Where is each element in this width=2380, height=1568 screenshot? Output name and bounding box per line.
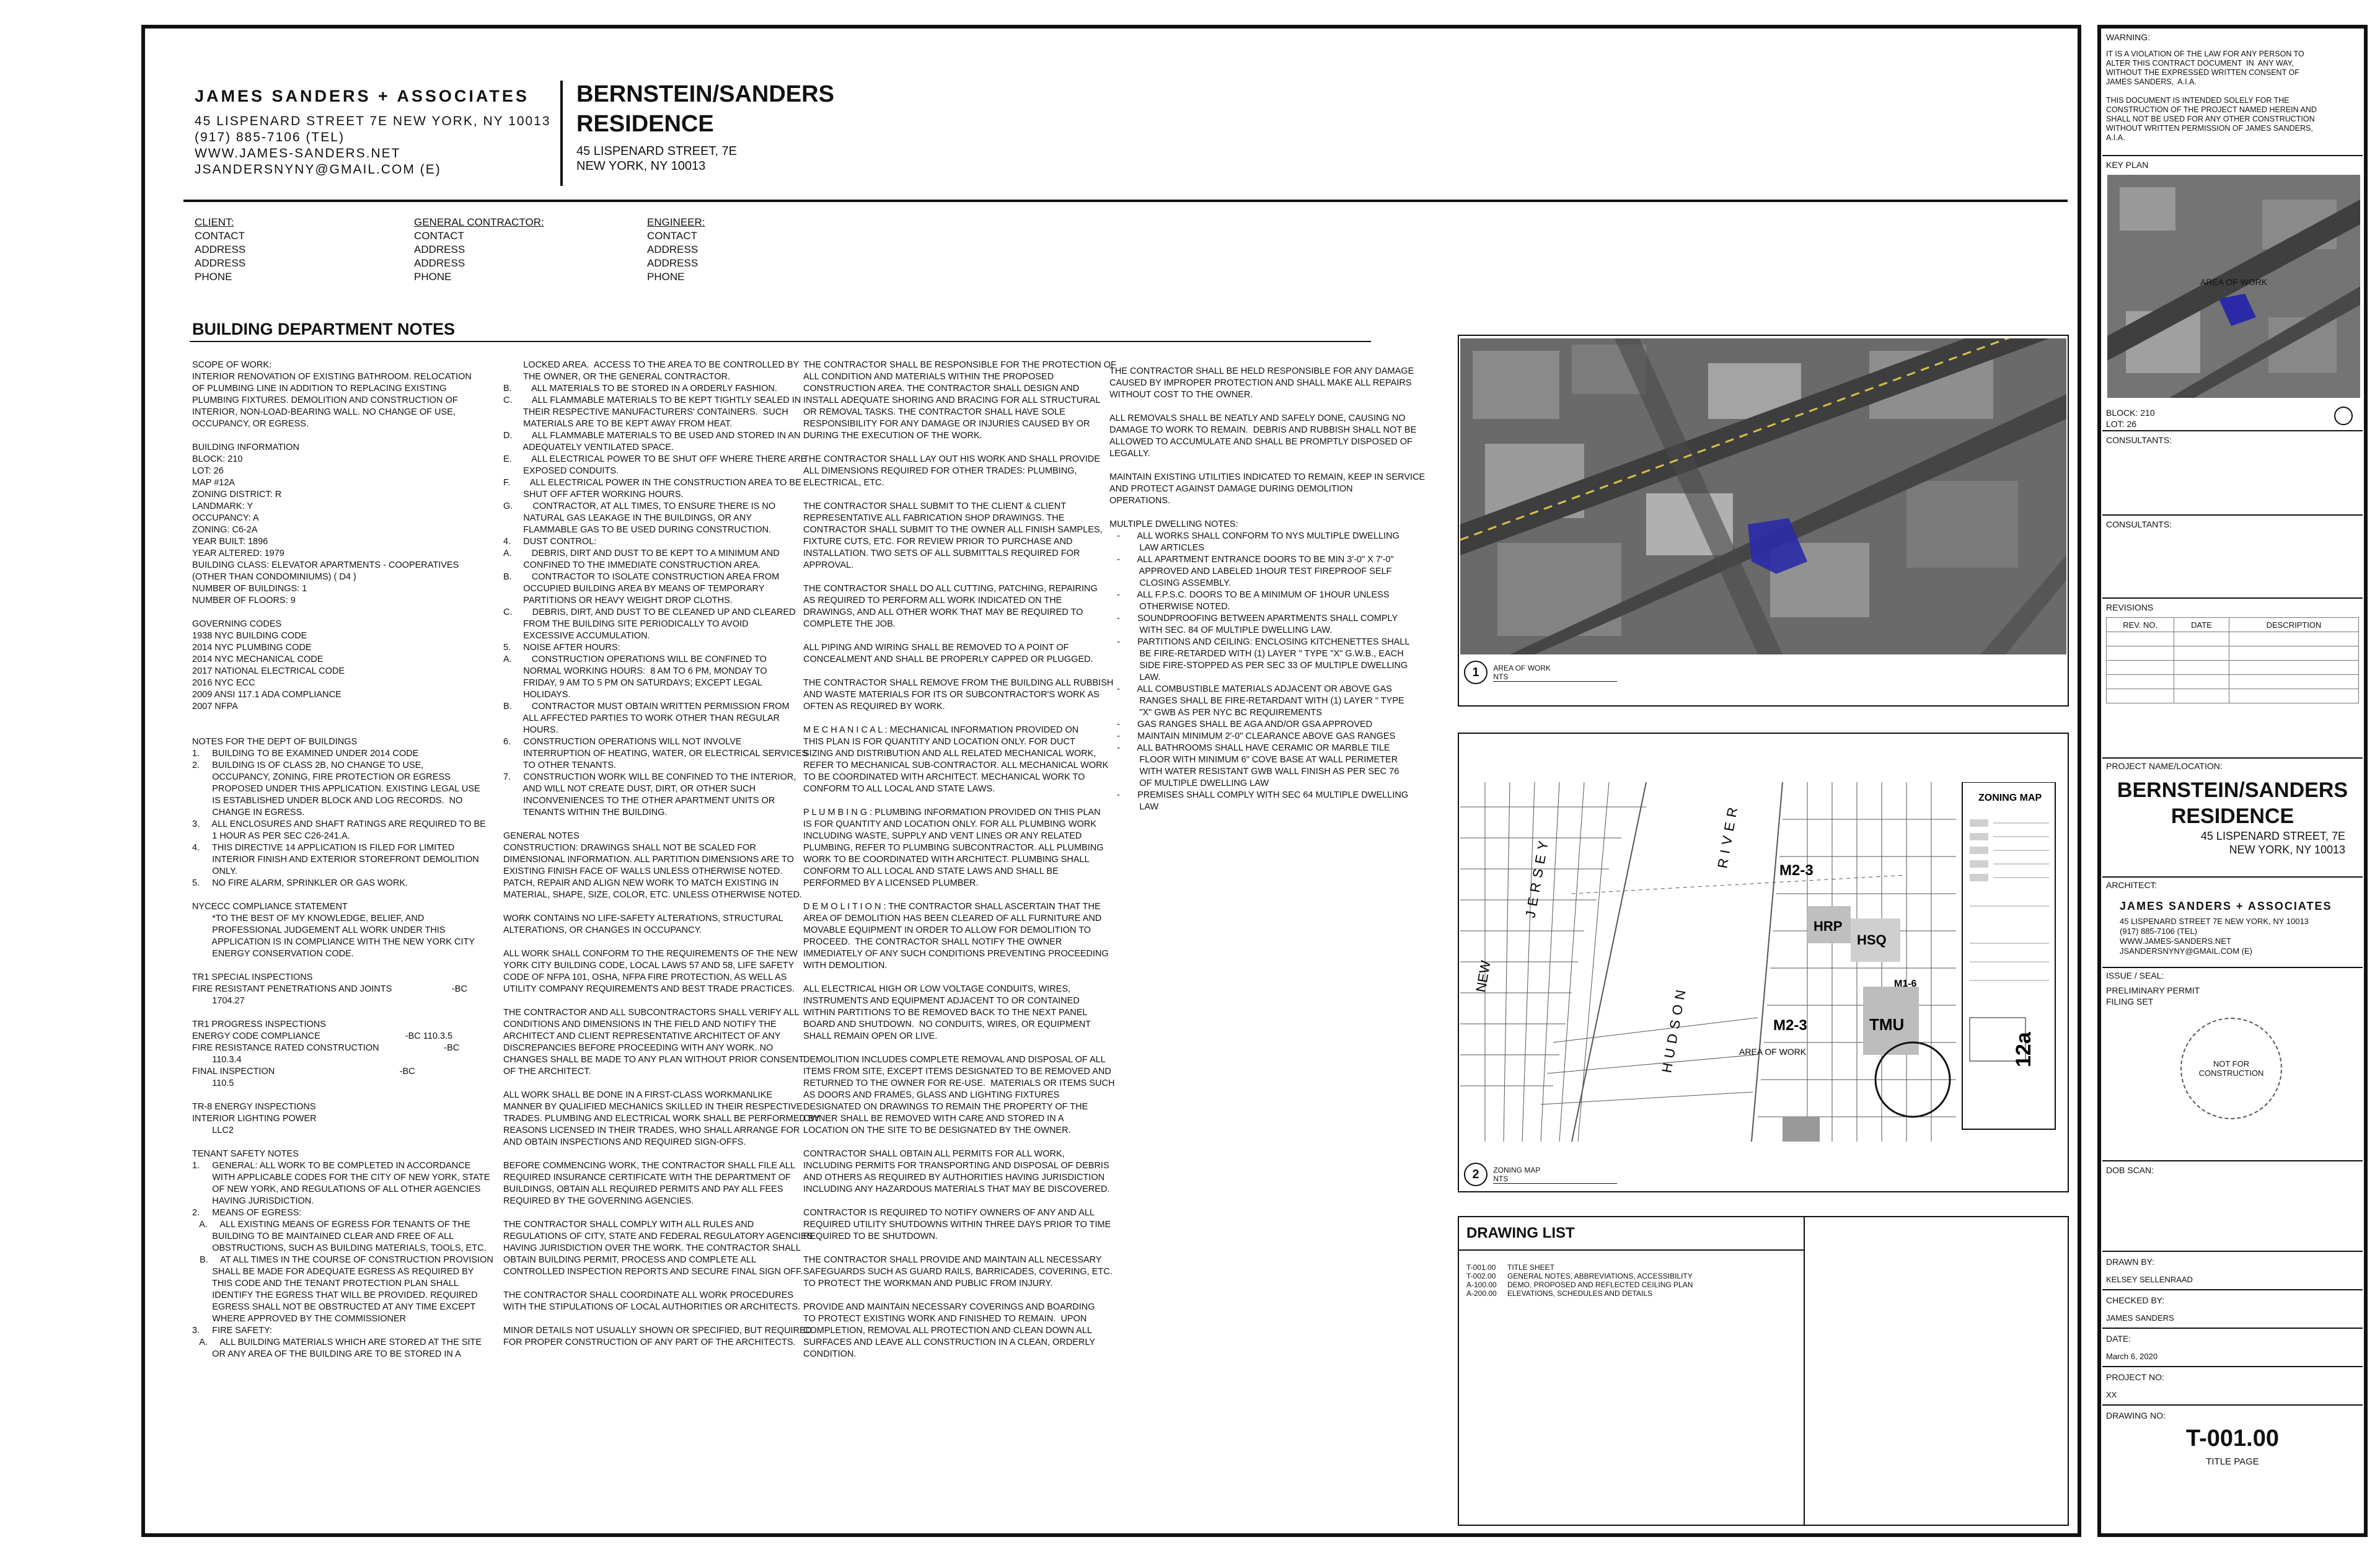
notes-title-rule [190,341,1371,342]
firm-web: WWW.JAMES-SANDERS.NET [195,146,401,161]
issue-line2: FILING SET [2106,997,2154,1006]
contractor-address1: ADDRESS [414,244,465,255]
zoning-map-graphic [1460,782,2066,1142]
header-rule [183,200,2068,202]
zoning-map-number: 12a [2012,1032,2035,1067]
drawing-title: TITLE PAGE [2206,1456,2259,1467]
architect-label: ARCHITECT: [2106,880,2157,890]
rev-date-header: DATE [2174,618,2229,632]
drawing-list-items [1466,1263,1693,1298]
contractor-address2: ADDRESS [414,257,465,269]
tb-rule-consultants [2102,514,2363,516]
zoning-label-m2-3-south: M2-3 [1773,1017,1807,1034]
zoning-label-hsq: HSQ [1857,932,1887,948]
date-value: March 6, 2020 [2106,1352,2158,1361]
client-contact: CONTACT [195,230,245,242]
drawing-list-frame [1458,1216,2069,1526]
zoning-label-tmu: TMU [1869,1015,1905,1034]
issue-line1: PRELIMINARY PERMIT [2106,985,2200,995]
tb-rule-dob [2102,1160,2363,1161]
revisions-label: REVISIONS [2106,602,2154,612]
date-label: DATE: [2106,1334,2131,1344]
tb-firm-address: 45 LISPENARD STREET 7E NEW YORK, NY 10013 [2120,917,2309,926]
drawn-by-label: DRAWN BY: [2106,1257,2155,1267]
drawn-by: KELSEY SELLENRAAD [2106,1275,2193,1284]
project-address-line2: NEW YORK, NY 10013 [576,159,706,173]
tb-rule-project [2102,757,2363,759]
north-arrow-icon [2334,407,2353,425]
header-divider [560,81,563,186]
project-no: XX [2106,1390,2117,1399]
dob-scan-label: DOB SCAN: [2106,1165,2154,1175]
zoning-label-hrp: HRP [1814,918,1843,934]
project-no-label: PROJECT NO: [2106,1372,2164,1382]
engineer-heading: ENGINEER: [647,216,705,228]
drawing-list-row: A-100.00 DEMO, PROPOSED AND REFLECTED CEILING PLAN [1466,1280,1693,1289]
map2-caption [1464,1163,1617,1186]
seal-line2: CONSTRUCTION [2198,1068,2264,1078]
zoning-label-river: RIVER [1714,801,1742,870]
client-block [195,216,245,284]
map1-number: 1 [1464,661,1488,684]
revisions-table [2106,617,2359,703]
tb-rule-architect [2102,876,2363,878]
firm-email: JSANDERSNYNY@GMAIL.COM (E) [195,162,441,177]
project-name-label: PROJECT NAME/LOCATION: [2106,761,2223,771]
engineer-contact: CONTACT [647,230,697,242]
tb-project-addr2: NEW YORK, NY 10013 [2229,843,2345,856]
contractor-block [414,216,544,284]
tb-rule-projno [2102,1366,2363,1367]
drawing-list-row: T-001.00 TITLE SHEET [1466,1263,1555,1272]
consultants-label-1: CONSULTANTS: [2106,435,2172,445]
tb-project-title-line2: RESIDENCE [2171,804,2294,828]
block-number: BLOCK: 210 [2106,408,2155,418]
engineer-address1: ADDRESS [647,244,699,255]
tb-rule-revisions [2102,597,2363,599]
tb-firm-phone: (917) 885-7106 (TEL) [2120,927,2198,936]
contractor-phone: PHONE [414,271,452,283]
project-address-line1: 45 LISPENARD STREET, 7E [576,144,737,158]
map1-scale: NTS [1493,672,1509,681]
drawing-list-title: DRAWING LIST [1466,1225,1575,1241]
tb-rule-drawn [2102,1251,2363,1252]
checked-by-label: CHECKED BY: [2106,1295,2165,1305]
contractor-heading: GENERAL CONTRACTOR: [414,216,544,228]
zoning-map [1460,782,2066,1142]
map2-title: ZONING MAP [1493,1165,1541,1174]
firm-phone: (917) 885-7106 (TEL) [195,130,345,144]
key-plan-area-label: AREA OF WORK [2200,277,2268,287]
seal-line1: NOT FOR [2213,1059,2250,1068]
tb-firm-web: WWW.JAMES-SANDERS.NET [2120,936,2231,946]
map2-number: 2 [1464,1163,1488,1186]
zoning-label-new: NEW [1473,959,1494,993]
drawing-list-rule [1458,1249,1805,1251]
aerial-map-graphic [1460,338,2066,654]
project-title-line2: RESIDENCE [576,111,714,137]
issue-seal-label: ISSUE / SEAL: [2106,971,2164,980]
key-plan-label: KEY PLAN [2106,160,2149,170]
lot-number: LOT: 26 [2106,419,2137,429]
client-address1: ADDRESS [195,244,246,255]
engineer-address2: ADDRESS [647,257,699,269]
engineer-phone: PHONE [647,271,685,283]
map2-scale: NTS [1493,1174,1509,1183]
checked-by: JAMES SANDERS [2106,1313,2174,1323]
engineer-block [647,216,705,284]
drawing-no-label: DRAWING NO: [2106,1411,2166,1420]
key-plan-map [2107,175,2360,398]
zoning-label-hudson: HUDSON [1659,984,1690,1074]
warning-text: IT IS A VIOLATION OF THE LAW FOR ANY PERSON TO ALTER THIS CONTRACT DOCUMENT IN ANY WAY, WITHOUT THE EXPRESSED WRITTEN CONSENT OF JAMES SANDERS, A.I.A. THIS DOCUMENT IS INTENDED SOLELY FOR THE CONSTRUCTION OF THE PROJECT NAMED HEREIN AND SHALL NOT BE USED FOR ANY OTHER CONSTRUCTION WITHOUT WRITTEN PERMISSION OF JAMES SANDERS, A.I.A. [2106,50,2317,142]
drawing-list-divider [1804,1216,1805,1526]
rev-desc-header: DESCRIPTION [2229,618,2359,632]
firm-address: 45 LISPENARD STREET 7E NEW YORK, NY 10013 [195,114,551,128]
tb-firm-block [2120,900,2332,956]
tb-rule-date [2102,1328,2363,1329]
tb-project-addr1: 45 LISPENARD STREET, 7E [2200,830,2345,842]
key-plan-graphic [2107,175,2360,398]
drawing-list-row: T-002.00 GENERAL NOTES, ABBREVIATIONS, ACCESSIBILITY [1466,1272,1693,1280]
project-title-line1: BERNSTEIN/SANDERS [576,81,834,107]
drawing-number: T-001.00 [2186,1425,2279,1451]
tb-rule-drawing [2102,1404,2363,1406]
aerial-map [1460,338,2066,654]
tb-rule-issue [2102,967,2363,968]
tb-firm-name: JAMES SANDERS + ASSOCIATES [2120,900,2332,912]
drawing-list-row: A-200.00 ELEVATIONS, SCHEDULES AND DETAILS [1466,1289,1653,1298]
tb-rule-warning [2102,155,2363,156]
client-heading: CLIENT: [195,216,234,228]
client-phone: PHONE [195,271,232,283]
notes-column-3: THE CONTRACTOR SHALL BE RESPONSIBLE FOR THE PROTECTION OF ALL CONDITION AND MATERIALS WITHIN THE PROPOSED CONSTRUCTION AREA. THE CONTRACTOR SHALL DESIGN AND INSTALL ADEQUATE SHORING AND BRACING FOR ALL STRUCTURAL OR REMOVAL TASKS. THE CONTRACTOR SHALL HAVE SOLE RESPONSIBILITY FOR ANY DAMAGE OR INJURIES CAUSED BY OR DURING THE EXECUTION OF THE WORK. THE CONTRACTOR SHALL LAY OUT HIS WORK AND SHALL PROVIDE ALL DIMENSIONS REQUIRED FOR OTHER TRADES: PLUMBING, ELECTRICAL, ETC. THE CONTRACTOR SHALL SUBMIT TO THE CLIENT & CLIENT REPRESENTATIVE ALL FABRICATION SHOP DRAWINGS. THE CONTRACTOR SHALL SUBMIT TO THE OWNER ALL FINISH SAMPLES, FIXTURE CUTS, ETC. FOR REVIEW PRIOR TO PURCHASE AND INSTALLATION. TWO SETS OF ALL SUBMITTALS REQUIRED FOR APPROVAL. THE CONTRACTOR SHALL DO ALL CUTTING, PATCHING, REPAIRING AS REQUIRED TO PERFORM ALL WORK INDICATED ON THE DRAWINGS, AND ALL OTHER WORK THAT MAY BE REQUIRED TO COMPLETE THE JOB. ALL PIPING AND WIRING SHALL BE REMOVED TO A POINT OF CONCEALMENT AND SHALL BE PROPERLY CAPPED OR PLUGGED. THE CONTRACTOR SHALL REMOVE FROM THE BUILDING ALL RUBBISH AND WASTE MATERIALS FOR ITS OR SUBCONTRACTOR'S WORK AS OFTEN AS REQUIRED BY WORK. M E C H A N I C A L : MECHANICAL INFORMATION PROVIDED ON THIS PLAN IS FOR QUANTITY AND LOCATION ONLY. FOR DUCT SIZING AND DISTRIBUTION AND ALL RELATED MECHANICAL WORK, REFER TO MECHANICAL SUB-CONTRACTOR. ALL MECHANICAL WORK TO BE COORDINATED WITH ARCHITECT. MECHANICAL WORK TO CONFORM TO ALL LOCAL AND STATE LAWS. P L U M B I N G : PLUMBING INFORMATION PROVIDED ON THIS PLAN IS FOR QUANTITY AND LOCATION ONLY. FOR ALL PLUMBING WORK INCLUDING WASTE, SUPPLY AND VENT LINES OR ANY RELATED PLUMBING, REFER TO PLUMBING SUBCONTRACTOR. ALL PLUMBING WORK TO BE COORDINATED WITH ARCHITECT. PLUMBING SHALL CONFORM TO ALL LOCAL AND STATE LAWS AND SHALL BE PERFORMED BY A LICENSED PLUMBER. D E M O L I T I O N : THE CONTRACTOR SHALL ASCERTAIN THAT THE AREA OF DEMOLITION HAS BEEN CLEARED OF ALL FURNITURE AND MOVABLE EQUIPMENT IN ORDER TO ALLOW FOR DEMOLITION TO PROCEED. THE CONTRACTOR SHALL NOTIFY THE OWNER IMMEDIATELY OF ANY SUCH CONDITIONS PREVENTING PROCEEDING WITH DEMOLITION. ALL ELECTRICAL HIGH OR LOW VOLTAGE CONDUITS, WIRES, INSTRUMENTS AND EQUIPMENT ADJACENT TO OR CONTAINED WITHIN PARTITIONS TO BE REMOVED BACK TO THE NEXT PANEL BOARD AND SHUTDOWN. NO CONDUITS, WIRES, OR EQUIPMENT SHALL REMAIN OPEN OR LIVE. DEMOLITION INCLUDES COMPLETE REMOVAL AND DISPOSAL OF ALL ITEMS FROM SITE, EXCEPT ITEMS DESIGNATED TO BE REMOVED AND RETURNED TO THE OWNER FOR RE-USE. MATERIALS OR ITEMS SUCH AS DOORS AND FRAMES, GLASS AND LIGHTING FIXTURES DESIGNATED ON DRAWINGS TO REMAIN THE PROPERTY OF THE OWNER SHALL BE REMOVED WITH CARE AND STORED IN A LOCATION ON THE SITE TO BE DESIGNATED BY THE OWNER. CONTRACTOR SHALL OBTAIN ALL PERMITS FOR ALL WORK, INCLUDING PERMITS FOR TRANSPORTING AND DISPOSAL OF DEBRIS AND OTHERS AS REQUIRED BY AUTHORITIES HAVING JURISDICTION INCLUDING ANY HAZARDOUS MATERIALS THAT MAY BE DISCOVERED. CONTRACTOR IS REQUIRED TO NOTIFY OWNERS OF ANY AND ALL REQUIRED UTILITY SHUTDOWNS WITHIN THREE DAYS PRIOR TO TIME REQUIRED TO BE SHUTDOWN. THE CONTRACTOR SHALL PROVIDE AND MAINTAIN ALL NECESSARY SAFEGUARDS SUCH AS GUARD RAILS, BARRICADES, COVERING, ETC. TO PROTECT THE WORKMAN AND PUBLIC FROM INJURY. PROVIDE AND MAINTAIN NECESSARY COVERINGS AND BOARDING TO PROTECT EXISTING WORK AND FINISHED TO REMAIN. UPON COMPLETION, REMOVAL ALL PROTECTION AND CLEAN DOWN ALL SURFACES AND LEAVE ALL CONSTRUCTION IN A CLEAN, ORDERLY CONDITION. [803,360,1116,1359]
zoning-label-m2-3-north: M2-3 [1779,862,1814,879]
project-block [576,79,834,174]
notes-column-1: SCOPE OF WORK: INTERIOR RENOVATION OF EXISTING BATHROOM. RELOCATION OF PLUMBING LINE IN ADDITION TO REPLACING EXISTING PLUMBING FIXTURES. DEMOLITION AND CONSTRUCTION OF INTERIOR, NON-LOAD-BEARING WALL. NO CHANGE OF USE, OCCUPANCY, OR EGRESS. BUILDING INFORMATION BLOCK: 210 LOT: 26 MAP #12A ZONING DISTRICT: R LANDMARK: Y OCCUPANCY: A ZONING: C6-2A YEAR BUILT: 1896 YEAR ALTERED: 1979 BUILDING CLASS: ELEVATOR APARTMENTS - COOPERATIVES (OTHER THAN CONDOMINIUMS) ( D4 ) NUMBER OF BUILDINGS: 1 NUMBER OF FLOORS: 9 GOVERNING CODES 1938 NYC BUILDING CODE 2014 NYC PLUMBING CODE 2014 NYC MECHANICAL CODE 2017 NATIONAL ELECTRICAL CODE 2016 NYC ECC 2009 ANSI 117.1 ADA COMPLIANCE 2007 NFPA NOTES FOR THE DEPT OF BUILDINGS 1. BUILDING TO BE EXAMINED UNDER 2014 CODE 2. BUILDING IS OF CLASS 2B, NO CHANGE TO USE, OCCUPANCY, ZONING, FIRE PROTECTION OR EGRESS PROPOSED UNDER THIS APPLICATION. EXISTING LEGAL USE IS ESTABLISHED UNDER BLOCK AND LOG RECORDS. NO CHANGE IN EGRESS. 3. ALL ENCLOSURES AND SHAFT RATINGS ARE REQUIRED TO BE 1 HOUR AS PER SEC C26-241.A. 4. THIS DIRECTIVE 14 APPLICATION IS FILED FOR LIMITED INTERIOR FINISH AND EXTERIOR STOREFRONT DEMOLITION ONLY. 5. NO FIRE ALARM, SPRINKLER OR GAS WORK. NYCECC COMPLIANCE STATEMENT *TO THE BEST OF MY KNOWLEDGE, BELIEF, AND PROFESSIONAL JUDGEMENT ALL WORK UNDER THIS APPLICATION IS IN COMPLIANCE WITH THE NEW YORK CITY ENERGY CONSERVATION CODE. TR1 SPECIAL INSPECTIONS FIRE RESISTANT PENETRATIONS AND JOINTS -BC 1704.27 TR1 PROGRESS INSPECTIONS ENERGY CODE COMPLIANCE -BC 110.3.5 FIRE RESISTANCE RATED CONSTRUCTION -BC 110.3.4 FINAL INSPECTION -BC 110.5 TR-8 ENERGY INSPECTIONS INTERIOR LIGHTING POWER LLC2 TENANT SAFETY NOTES 1. GENERAL: ALL WORK TO BE COMPLETED IN ACCORDANCE WITH APPLICABLE CODES FOR THE CITY OF NEW YORK, STATE OF NEW YORK, AND REGULATIONS OF ALL OTHER AGENCIES HAVING JURISDICTION. 2. MEANS OF EGRESS: A. ALL EXISTING MEANS OF EGRESS FOR TENANTS OF THE BUILDING TO BE MAINTAINED CLEAR AND FREE OF ALL OBSTRUCTIONS, SUCH AS BUILDING MATERIALS, TOOLS, ETC. B. AT ALL TIMES IN THE COURSE OF CONSTRUCTION PROVISION SHALL BE MADE FOR ADEQUATE EGRESS AS REQUIRED BY THIS CODE AND THE TENANT PROTECTION PLAN SHALL IDENTIFY THE EGRESS THAT WILL BE PROVIDED. REQUIRED EGRESS SHALL NOT BE OBSTRUCTED AT ANY TIME EXCEPT WHERE APPROVED BY THE COMMISSIONER 3. FIRE SAFETY: A. ALL BUILDING MATERIALS WHICH ARE STORED AT THE SITE OR ANY AREA OF THE BUILDING ARE TO BE STORED IN A [192,360,493,1359]
map1-title: AREA OF WORK [1493,663,1551,672]
rev-no-header: REV. NO. [2107,618,2174,632]
tb-rule-checked [2102,1289,2363,1290]
firm-name: JAMES SANDERS + ASSOCIATES [195,87,529,105]
client-address2: ADDRESS [195,257,246,269]
zoning-label-m1-6: M1-6 [1894,979,1917,989]
warning-heading: WARNING: [2106,32,2151,42]
tb-rule-block [2102,430,2363,431]
firm-block [195,87,551,178]
consultants-label-2: CONSULTANTS: [2106,519,2172,529]
tb-firm-email: JSANDERSNYNY@GMAIL.COM (E) [2120,946,2252,956]
notes-column-4: THE CONTRACTOR SHALL BE HELD RESPONSIBLE FOR ANY DAMAGE CAUSED BY IMPROPER PROTECTION AND SHALL MAKE ALL REPAIRS WITHOUT COST TO THE OWNER. ALL REMOVALS SHALL BE NEATLY AND SAFELY DONE, CAUSING NO DAMAGE TO WORK TO REMAIN. DEBRIS AND RUBBISH SHALL NOT BE ALLOWED TO ACCUMULATE AND SHALL BE PROMPTLY DISPOSED OF LEGALLY. MAINTAIN EXISTING UTILITIES INDICATED TO REMAIN, KEEP IN SERVICE AND PROTECT AGAINST DAMAGE DURING DEMOLITION OPERATIONS. MULTIPLE DWELLING NOTES: - ALL WORKS SHALL CONFORM TO NYS MULTIPLE DWELLING LAW ARTICLES - ALL APARTMENT ENTRANCE DOORS TO BE MIN 3'-0" X 7'-0" APPROVED AND LABELED 1HOUR TEST FIREPROOF SELF CLOSING ASSEMBLY. - ALL F.P.S.C. DOORS TO BE A MINIMUM OF 1HOUR UNLESS OTHERWISE NOTED. - SOUNDPROOFING BETWEEN APARTMENTS SHALL COMPLY WITH SEC. 84 OF MULTIPLE DWELLING LAW. - PARTITIONS AND CEILING: ENCLOSING KITCHENETTES SHALL BE FIRE-RETARDED WITH (1) LAYER " TYPE "X" G.W.B., EACH SIDE FIRE-STOPPED AS PER SEC 33 OF MULTIPLE DWELLING LAW. - ALL COMBUSTIBLE MATERIALS ADJACENT OR ABOVE GAS RANGES SHALL BE FIRE-RETARDANT WITH (1) LAYER " TYPE "X" GWB AS PER NYC BC REQUIREMENTS - GAS RANGES SHALL BE AGA AND/OR GSA APPROVED - MAINTAIN MINIMUM 2'-0" CLEARANCE ABOVE GAS RANGES - ALL BATHROOMS SHALL HAVE CERAMIC OR MARBLE TILE FLOOR WITH MINIMUM 6" COVE BASE AT WALL PERIMETER WITH WATER RESISTANT GWB WALL FINISH AS PER SEC 76 OF MULTIPLE DWELLING LAW - PREMISES SHALL COMPLY WITH SEC 64 MULTIPLE DWELLING LAW [1109,366,1426,812]
zoning-label-jersey: JERSEY [1522,834,1553,919]
zoning-legend-title: ZONING MAP [1978,793,2042,803]
notes-column-2: LOCKED AREA. ACCESS TO THE AREA TO BE CONTROLLED BY THE OWNER, OR THE GENERAL CONTRACTOR. B. ALL MATERIALS TO BE STORED IN A ORDERLY FASHION. C. ALL FLAMMABLE MATERIALS TO BE KEPT TIGHTLY SEALED IN THEIR RESPECTIVE MANUFACTURERS' CONTAINERS. SUCH MATERIALS ARE TO BE KEPT AWAY FROM HEAT. D. ALL FLAMMABLE MATERIALS TO BE USED AND STORED IN AN ADEQUATELY VENTILATED SPACE. E. ALL ELECTRICAL POWER TO BE SHUT OFF WHERE THERE ARE EXPOSED CONDUITS. F. ALL ELECTRICAL POWER IN THE CONSTRUCTION AREA TO BE SHUT OFF AFTER WORKING HOURS. G. CONTRACTOR, AT ALL TIMES, TO ENSURE THERE IS NO NATURAL GAS LEAKAGE IN THE BUILDINGS, OR ANY FLAMMABLE GAS TO BE USED DURING CONSTRUCTION. 4. DUST CONTROL: A. DEBRIS, DIRT AND DUST TO BE KEPT TO A MINIMUM AND CONFINED TO THE IMMEDIATE CONSTRUCTION AREA. B. CONTRACTOR TO ISOLATE CONSTRUCTION AREA FROM OCCUPIED BUILDING AREA BY MEANS OF TEMPORARY PARTITIONS OR HEAVY WEIGHT DROP CLOTHS. C. DEBRIS, DIRT, AND DUST TO BE CLEANED UP AND CLEARED FROM THE BUILDING SITE PERIODICALLY TO AVOID EXCESSIVE ACCUMULATION. 5. NOISE AFTER HOURS: A. CONSTRUCTION OPERATIONS WILL BE CONFINED TO NORMAL WORKING HOURS: 8 AM TO 6 PM, MONDAY TO FRIDAY, 9 AM TO 5 PM ON SATURDAYS; EXCEPT LEGAL HOLIDAYS. B. CONTRACTOR MUST OBTAIN WRITTEN PERMISSION FROM ALL AFFECTED PARTIES TO WORK OTHER THAN REGULAR HOURS. 6. CONSTRUCTION OPERATIONS WILL NOT INVOLVE INTERRUPTION OF HEATING, WATER, OR ELECTRICAL SERVICES TO OTHER TENANTS. 7. CONSTRUCTION WORK WILL BE CONFINED TO THE INTERIOR, AND WILL NOT CREATE DUST, DIRT, OR OTHER SUCH INCONVENIENCES TO THE OTHER APARTMENT UNITS OR TENANTS WITHIN THE BUILDING. GENERAL NOTES CONSTRUCTION: DRAWINGS SHALL NOT BE SCALED FOR DIMENSIONAL INFORMATION. ALL PARTITION DIMENSIONS ARE TO EXISTING FINISH FACE OF WALLS UNLESS OTHERWISE NOTED. PATCH, REPAIR AND ALIGN NEW WORK TO MATCH EXISTING IN MATERIAL, SHAPE, SIZE, COLOR, ETC. UNLESS OTHERWISE NOTED. WORK CONTAINS NO LIFE-SAFETY ALTERATIONS, STRUCTURAL ALTERATIONS, OR CHANGES IN OCCUPANCY. ALL WORK SHALL CONFORM TO THE REQUIREMENTS OF THE NEW YORK CITY BUILDING CODE, LOCAL LAWS 57 AND 58, LIFE SAFETY CODE OF NFPA 101, OSHA, NFPA FIRE PROTECTION, AS WELL AS UTILITY COMPANY REQUIREMENTS AND BEST TRADE PRACTICES. THE CONTRACTOR AND ALL SUBCONTRACTORS SHALL VERIFY ALL CONDITIONS AND DIMENSIONS IN THE FIELD AND NOTIFY THE ARCHITECT AND CLIENT REPRESENTATIVE ARCHITECT OF ANY DISCREPANCIES BEFORE PROCEEDING WITH ANY WORK. NO CHANGES SHALL BE MADE TO ANY PLAN WITHOUT PRIOR CONSENT OF THE ARCHITECT. ALL WORK SHALL BE DONE IN A FIRST-CLASS WORKMANLIKE MANNER BY QUALIFIED MECHANICS SKILLED IN THEIR RESPECTIVE TRADES. PLUMBING AND ELECTRICAL WORK SHALL BE PERFORMED BY REASONS LICENSED IN THEIR TRADES, WHO SHALL ARRANGE FOR AND OBTAIN INSPECTIONS AND REQUIRED SIGN-OFFS. BEFORE COMMENCING WORK, THE CONTRACTOR SHALL FILE ALL REQUIRED INSURANCE CERTIFICATE WITH THE DEPARTMENT OF BUILDINGS, OBTAIN ALL REQUIRED PERMITS AND PAY ALL FEES REQUIRED BY THE GOVERNING AGENCIES. THE CONTRACTOR SHALL COMPLY WITH ALL RULES AND REGULATIONS OF CITY, STATE AND FEDERAL REGULATORY AGENCIES HAVING JURISDICTION OVER THE WORK. THE CONTRACTOR SHALL OBTAIN BUILDING PERMIT, PROCESS AND COMPLETE ALL CONTROLLED INSPECTION REPORTS AND SECURE FINAL SIGN OFF. THE CONTRACTOR SHALL COORDINATE ALL WORK PROCEDURES WITH THE STIPULATIONS OF LOCAL AUTHORITIES OR ARCHITECTS. MINOR DETAILS NOT USUALLY SHOWN OR SPECIFIED, BUT REQUIRED FOR PROPER CONSTRUCTION OF ANY PART OF THE ARCHITECTS. [503,360,821,1347]
map1-caption [1464,661,1617,684]
notes-title: BUILDING DEPARTMENT NOTES [192,320,455,338]
tb-project-block [2102,777,2363,857]
zoning-label-area-of-work: AREA OF WORK [1739,1047,1807,1057]
seal-stamp [2180,1018,2282,1119]
contractor-contact: CONTACT [414,230,464,242]
tb-project-title-line1: BERNSTEIN/SANDERS [2117,778,2348,802]
